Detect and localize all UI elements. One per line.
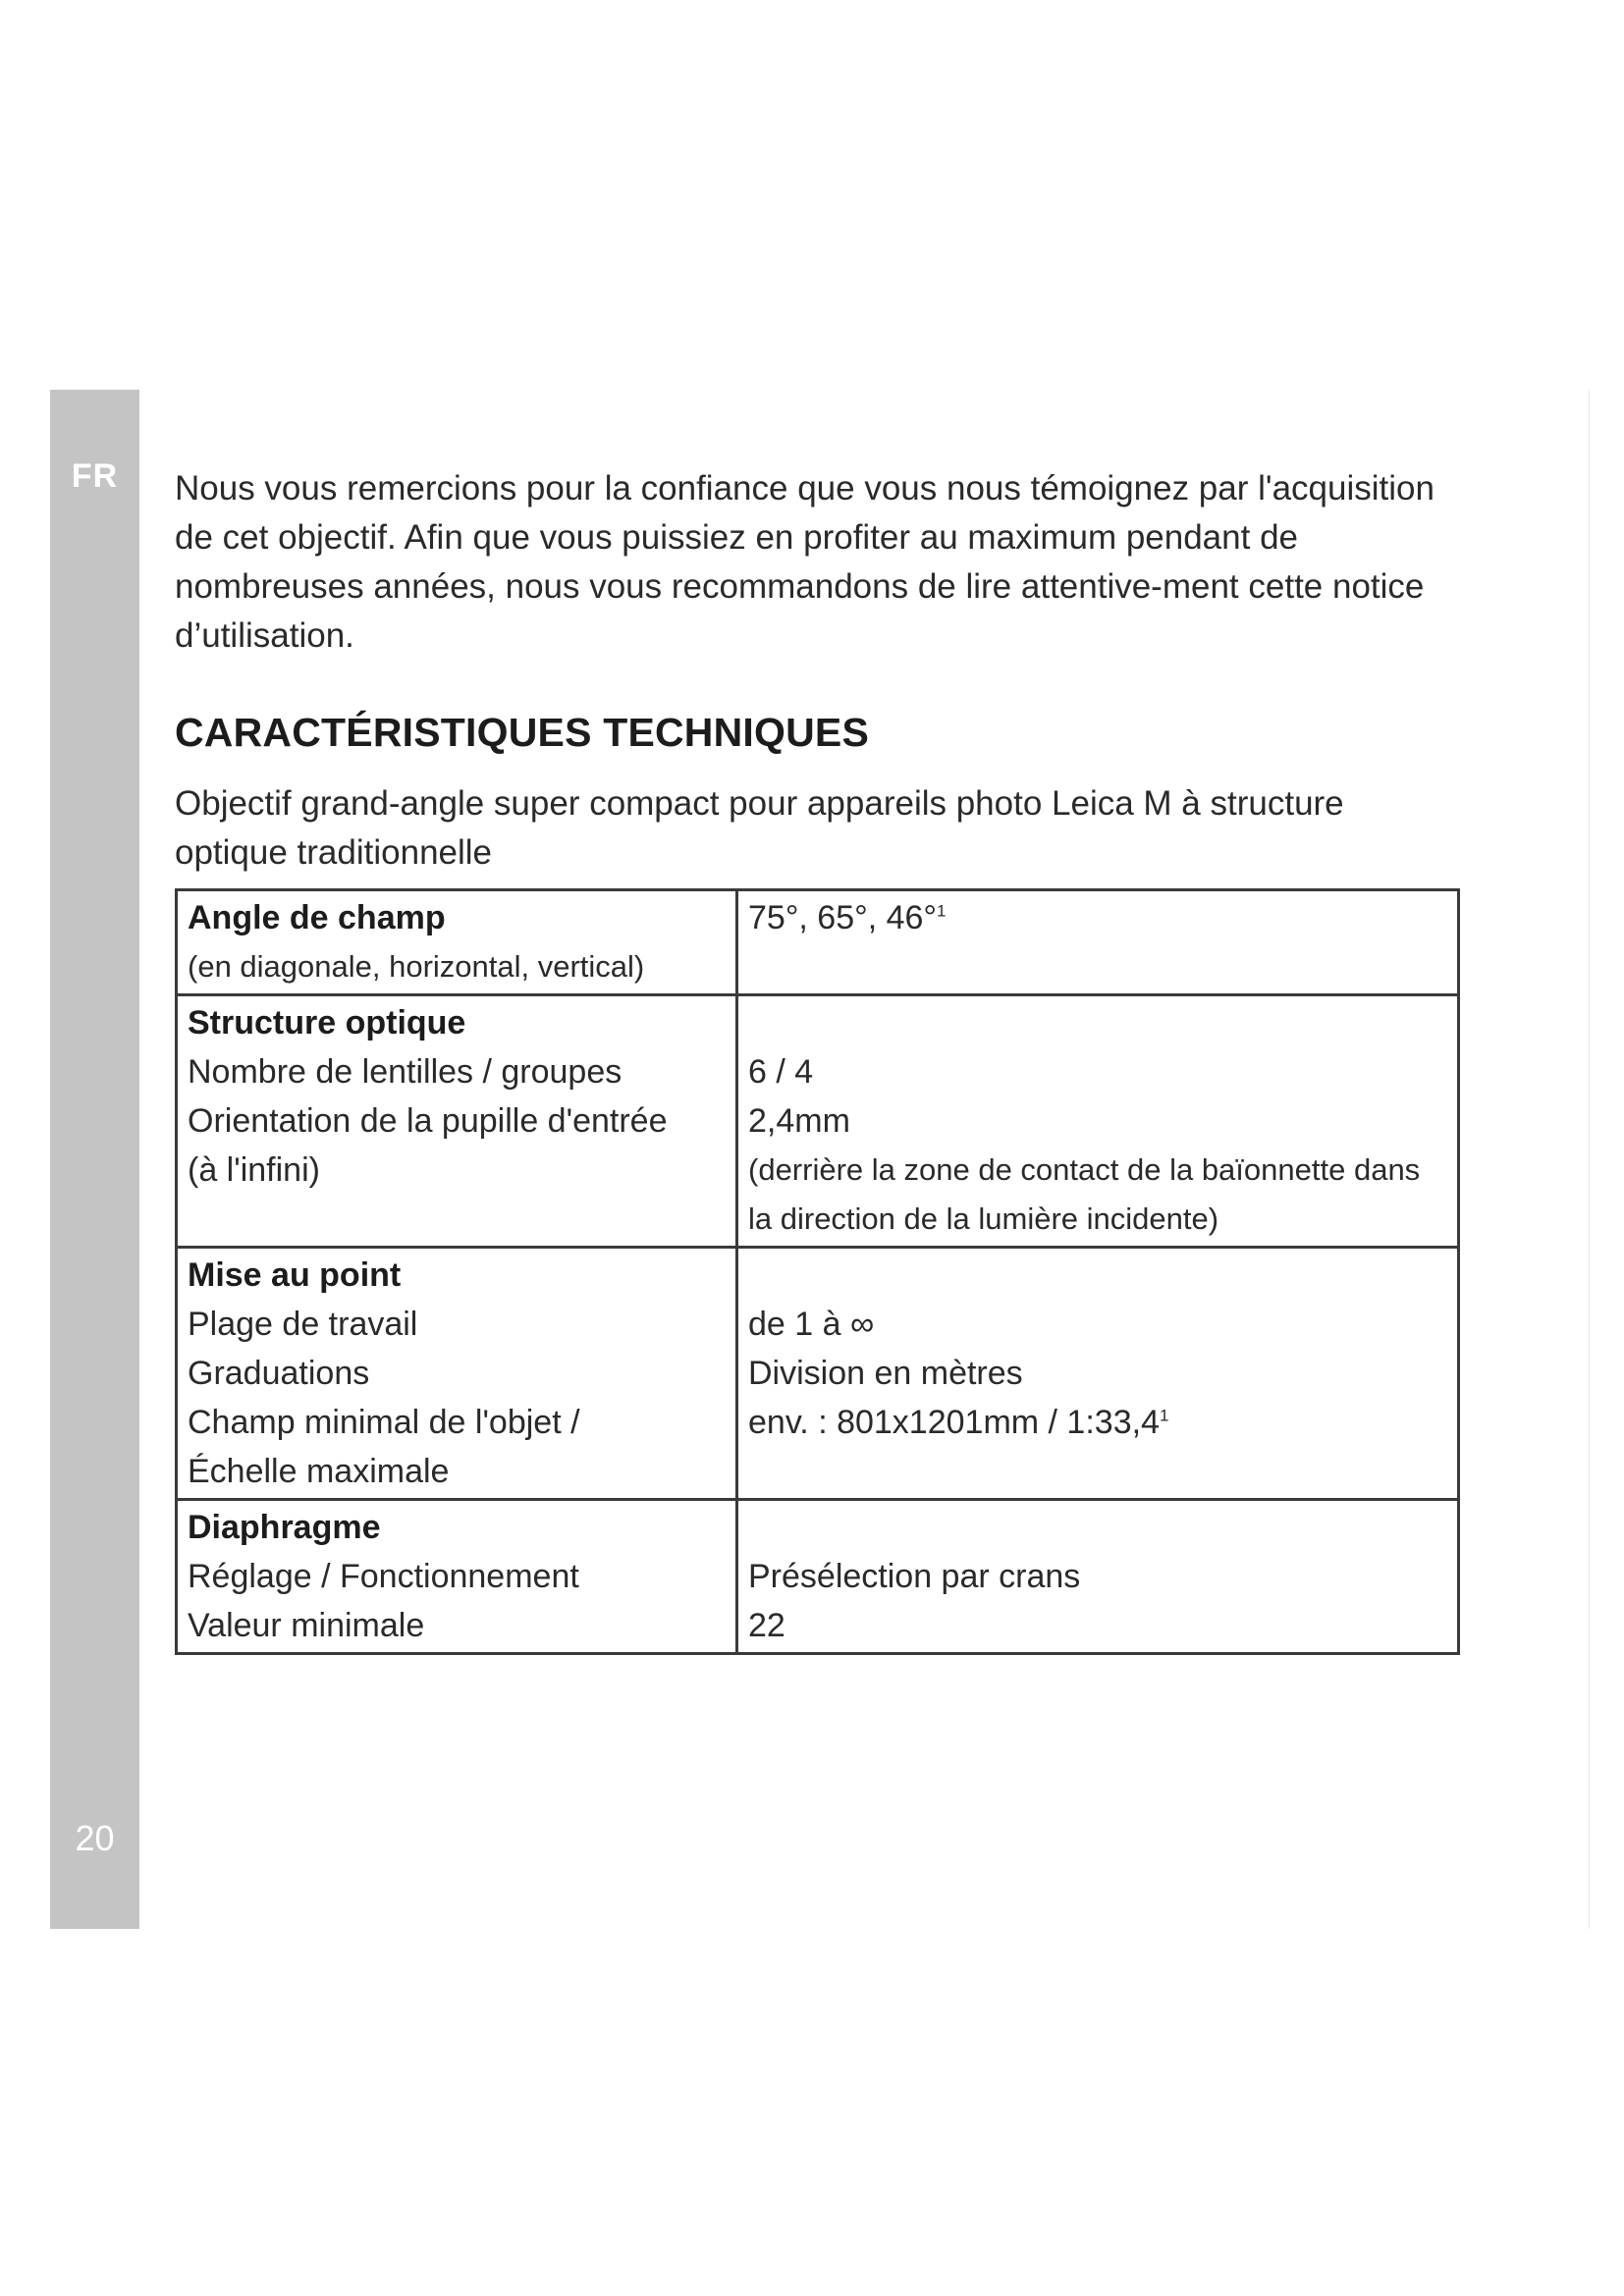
angle-value: 75°, 65°, 46° [748, 899, 938, 936]
section-title: CARACTÉRISTIQUES TECHNIQUES [175, 710, 870, 755]
spec-value [748, 893, 1447, 942]
spec-row-optics [177, 995, 1459, 1248]
min-field-value: env. : 801x1201mm / 1:33,4 [748, 1404, 1160, 1441]
spec-label-cell [177, 1248, 737, 1500]
spec-table [175, 888, 1460, 1655]
spec-value: Présélection par crans [748, 1558, 1081, 1595]
section-subtitle: Objectif grand-angle super compact pour appareils photo Leica M à structure optique traditionnelle [175, 784, 1344, 872]
spec-value: 2,4mm [748, 1102, 850, 1140]
language-label: FR [71, 457, 119, 495]
spec-row-angle [177, 890, 1459, 995]
page-edge-rule [1589, 390, 1590, 1929]
spec-note: la direction de la lumière incidente) [748, 1201, 1219, 1236]
spec-value-cell [737, 995, 1459, 1248]
spec-value-cell [737, 1500, 1459, 1654]
spec-group-title: Mise au point [188, 1256, 402, 1294]
spec-label: Échelle maximale [188, 1453, 450, 1490]
spec-value: 22 [748, 1607, 785, 1644]
spec-note: (en diagonale, horizontal, vertical) [188, 949, 645, 984]
spec-value: de 1 à ∞ [748, 1306, 875, 1343]
spec-label: (à l'infini) [188, 1151, 320, 1189]
spec-value: Division en mètres [748, 1355, 1023, 1392]
spec-label-cell [177, 1500, 737, 1654]
spec-label: Orientation de la pupille d'entrée [188, 1102, 668, 1140]
footnote-marker: 1 [1159, 1406, 1169, 1425]
spec-label: Champ minimal de l'objet / [188, 1404, 580, 1441]
spec-label: Plage de travail [188, 1306, 418, 1343]
spec-row-focus [177, 1248, 1459, 1500]
spec-group-title: Structure optique [188, 1004, 466, 1041]
page-number: 20 [75, 1818, 115, 1858]
spec-label: Valeur minimale [188, 1607, 425, 1644]
footnote-marker: 1 [937, 901, 947, 921]
spec-label-cell [177, 890, 737, 995]
spec-label: Réglage / Fonctionnement [188, 1558, 579, 1595]
spec-label-cell [177, 995, 737, 1248]
spec-value-cell [737, 890, 1459, 995]
spec-row-aperture [177, 1500, 1459, 1654]
spec-label: Graduations [188, 1355, 370, 1392]
spec-note: (derrière la zone de contact de la baïonnette dans [748, 1152, 1421, 1187]
intro-paragraph: Nous vous remercions pour la confiance que vous nous témoignez par l'acquisition de cet objectif. Afin que vous puissiez en profiter au maximum pendant de nombreuses années, nous vous recommandons de lire attentive-ment cette notice d’utilisation. [175, 469, 1435, 655]
spec-label: Nombre de lentilles / groupes [188, 1053, 623, 1091]
spec-group-title: Diaphragme [188, 1509, 381, 1546]
spec-value-cell [737, 1248, 1459, 1500]
spec-group-title: Angle de champ [188, 899, 446, 936]
spec-value: 6 / 4 [748, 1053, 814, 1091]
spec-value [748, 1398, 1447, 1447]
language-side-strip [50, 390, 139, 1929]
